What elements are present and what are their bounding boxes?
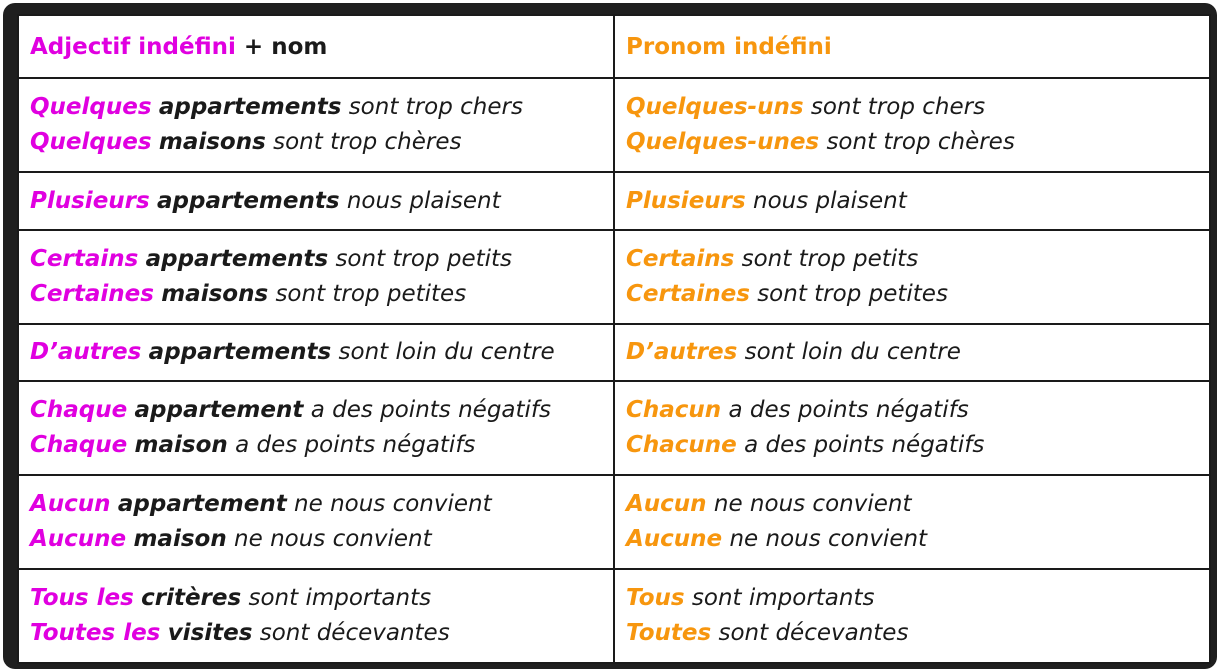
sentence-rest: sont trop petits [741,245,919,272]
noun-word: visites [167,619,253,646]
adjective-word: Chaque [30,431,128,458]
sentence-rest: ne nous convient [729,525,928,552]
sentence-rest: sont loin du centre [338,338,555,365]
example-line [626,393,1209,428]
table-row [18,381,1210,475]
sentence-rest: sont importants [248,584,432,611]
pronoun-word: Chacun [626,396,722,423]
example-line [30,487,613,522]
adjective-word: Toutes les [30,619,161,646]
example-line [626,125,1209,160]
pronoun-word: Certains [626,245,735,272]
sentence-rest: nous plaisent [753,187,907,214]
adjective-cell [18,230,614,324]
pronoun-word: Quelques-unes [626,129,820,156]
pronoun-word: Certaines [626,280,750,307]
noun-word: appartement [117,490,287,517]
pronoun-word: Tous [626,584,685,611]
sentence-rest: a des points négatifs [744,431,985,458]
adjective-word: Certaines [30,280,154,307]
noun-word: maison [133,525,227,552]
table-row [18,172,1210,229]
pronoun-word: Plusieurs [626,187,746,214]
adjective-cell [18,172,614,229]
sentence-rest: sont trop chers [810,94,986,121]
sentence-rest: sont trop chères [273,129,462,156]
noun-word: maison [134,431,228,458]
adjective-word: Aucune [30,525,127,552]
pronoun-cell [614,78,1210,172]
pronoun-word: Toutes [626,619,712,646]
adjective-word: D’autres [30,338,142,365]
table-row [18,230,1210,324]
sentence-rest: ne nous convient [294,490,492,517]
pronoun-word: D’autres [626,338,738,365]
sentence-rest: a des points négatifs [728,396,969,423]
example-line [626,277,1209,312]
table-row [18,78,1210,172]
pronoun-cell [614,569,1210,663]
noun-word: appartement [134,396,304,423]
example-line [626,335,1209,370]
adjective-word: Tous les [30,584,134,611]
pronoun-cell [614,172,1210,229]
sentence-rest: ne nous convient [713,490,912,517]
adjective-cell [18,78,614,172]
sentence-rest: sont trop petites [275,280,467,307]
example-line [30,428,613,463]
sentence-rest: sont trop petites [757,280,948,307]
pronoun-word: Chacune [626,431,737,458]
pronoun-cell [614,475,1210,569]
sentence-rest: sont loin du centre [744,338,961,365]
noun-word: appartements [148,338,332,365]
example-line [626,428,1209,463]
pronoun-word: Aucune [626,525,723,552]
pronoun-word: Quelques-uns [626,94,804,121]
noun-word: maisons [158,129,266,156]
adjective-cell [18,381,614,475]
example-line [626,581,1209,616]
header-adjectif-label: Adjectif indéfini [30,33,236,60]
header-nom-label: + nom [235,33,328,60]
example-line [30,90,613,125]
adjective-word: Chaque [30,396,128,423]
pronoun-cell [614,324,1210,381]
table-row [18,324,1210,381]
noun-word: appartements [157,187,340,214]
header-pronom [614,15,1210,78]
pronoun-cell [614,381,1210,475]
noun-word: appartements [145,245,329,272]
example-line [626,616,1209,651]
sentence-rest: nous plaisent [346,187,501,214]
example-line [30,581,613,616]
pronoun-cell [614,230,1210,324]
adjective-cell [18,475,614,569]
sentence-rest: sont importants [691,584,875,611]
adjective-word: Aucun [30,490,111,517]
adjective-word: Quelques [30,129,152,156]
example-line [30,616,613,651]
header-adjectif [18,15,614,78]
sentence-rest: sont décevantes [718,619,909,646]
example-line [30,277,613,312]
table-frame [3,3,1217,669]
example-line [30,242,613,277]
example-line [30,335,613,370]
adjective-cell [18,324,614,381]
example-line [626,90,1209,125]
adjective-word: Plusieurs [30,187,150,214]
sentence-rest: sont trop chers [348,94,523,121]
example-line [30,184,613,219]
noun-word: critères [141,584,242,611]
header-pronom-label: Pronom indéfini [626,33,832,60]
example-line [30,125,613,160]
example-line [626,487,1209,522]
example-line [626,184,1209,219]
example-line [626,522,1209,557]
adjective-word: Quelques [30,94,152,121]
noun-word: appartements [158,94,342,121]
example-line [30,393,613,428]
indefinite-words-table [17,14,1211,664]
sentence-rest: a des points négatifs [310,396,551,423]
sentence-rest: sont trop chères [826,129,1015,156]
adjective-cell [18,569,614,663]
example-line [626,242,1209,277]
sentence-rest: a des points négatifs [235,431,476,458]
noun-word: maisons [161,280,269,307]
table-row [18,475,1210,569]
example-line [30,522,613,557]
table-row [18,569,1210,663]
adjective-word: Certains [30,245,139,272]
pronoun-word: Aucun [626,490,707,517]
sentence-rest: sont décevantes [259,619,450,646]
sentence-rest: ne nous convient [234,525,432,552]
sentence-rest: sont trop petits [335,245,513,272]
header-row [18,15,1210,78]
